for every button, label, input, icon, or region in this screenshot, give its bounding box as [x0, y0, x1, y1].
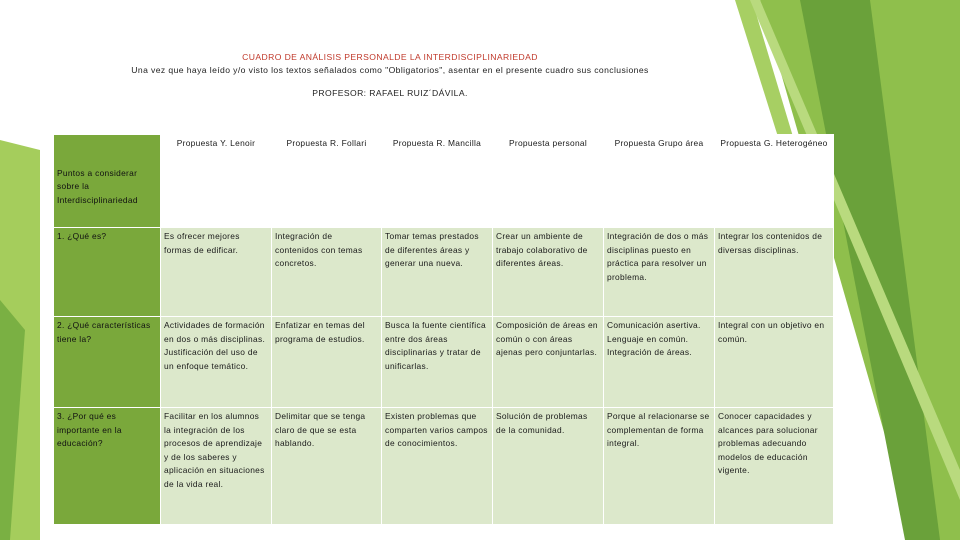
table-cell: Integración de dos o más disciplinas puesto en práctica para resolver un problema.: [604, 228, 715, 317]
table-cell: Comunicación asertiva. Lenguaje en común. Integración de áreas.: [604, 317, 715, 408]
table-cell: Busca la fuente científica entre dos áreas disciplinarias y tratar de unificarlas.: [382, 317, 493, 408]
table-row: [54, 228, 834, 317]
table-cell: Facilitar en los alumnos la integración de los procesos de aprendizaje y de los saberes y aplicación en situaciones de la vida real.: [161, 408, 272, 525]
table-cell: Es ofrecer mejores formas de edificar.: [161, 228, 272, 317]
table-cell: Delimitar que se tenga claro de que se esta hablando.: [272, 408, 382, 525]
table-row: [54, 408, 834, 525]
column-header-mancilla: Propuesta R. Mancilla: [382, 135, 493, 228]
table-cell: Solución de problemas de la comunidad.: [493, 408, 604, 525]
table-header-row: [54, 135, 834, 228]
table-cell: Existen problemas que comparten varios campos de conocimientos.: [382, 408, 493, 525]
instructions-text: Una vez que haya leído y/o visto los textos señalados como "Obligatorios", asentar en el presente cuadro sus conclusiones: [131, 65, 649, 75]
page-title: CUADRO DE ANÁLISIS PERSONALDE LA INTERDISCIPLINARIEDAD: [242, 52, 538, 62]
table-cell: Composición de áreas en común o con áreas ajenas pero conjuntarlas.: [493, 317, 604, 408]
table-cell: Porque al relacionarse se complementan de forma integral.: [604, 408, 715, 525]
table-cell: Crear un ambiente de trabajo colaborativo de diferentes áreas.: [493, 228, 604, 317]
professor-name: PROFESOR: RAFAEL RUIZ´DÁVILA.: [312, 88, 468, 98]
table-cell: Tomar temas prestados de diferentes áreas y generar una nueva.: [382, 228, 493, 317]
column-header-grupo: Propuesta Grupo área: [604, 135, 715, 228]
analysis-table: [53, 134, 834, 525]
table-row: [54, 317, 834, 408]
table-cell: Enfatizar en temas del programa de estudios.: [272, 317, 382, 408]
row-label: 3. ¿Por qué es importante en la educación?: [54, 408, 161, 525]
column-header-follari: Propuesta R. Follari: [272, 135, 382, 228]
row-label: 1. ¿Qué es?: [54, 228, 161, 317]
row-label: 2. ¿Qué características tiene la?: [54, 317, 161, 408]
table-cell: Actividades de formación en dos o más disciplinas. Justificación del uso de un enfoque temático.: [161, 317, 272, 408]
corner-header: Puntos a considerar sobre la Interdisciplinariedad: [54, 135, 161, 228]
column-header-personal: Propuesta personal: [493, 135, 604, 228]
column-header-lenoir: Propuesta Y. Lenoir: [161, 135, 272, 228]
table-cell: Conocer capacidades y alcances para solucionar problemas adecuando modelos de educación vigente.: [715, 408, 834, 525]
column-header-heterogeneo: Propuesta G. Heterogéneo: [715, 135, 834, 228]
table-cell: Integración de contenidos con temas concretos.: [272, 228, 382, 317]
table-cell: Integral con un objetivo en común.: [715, 317, 834, 408]
table-cell: Integrar los contenidos de diversas disciplinas.: [715, 228, 834, 317]
